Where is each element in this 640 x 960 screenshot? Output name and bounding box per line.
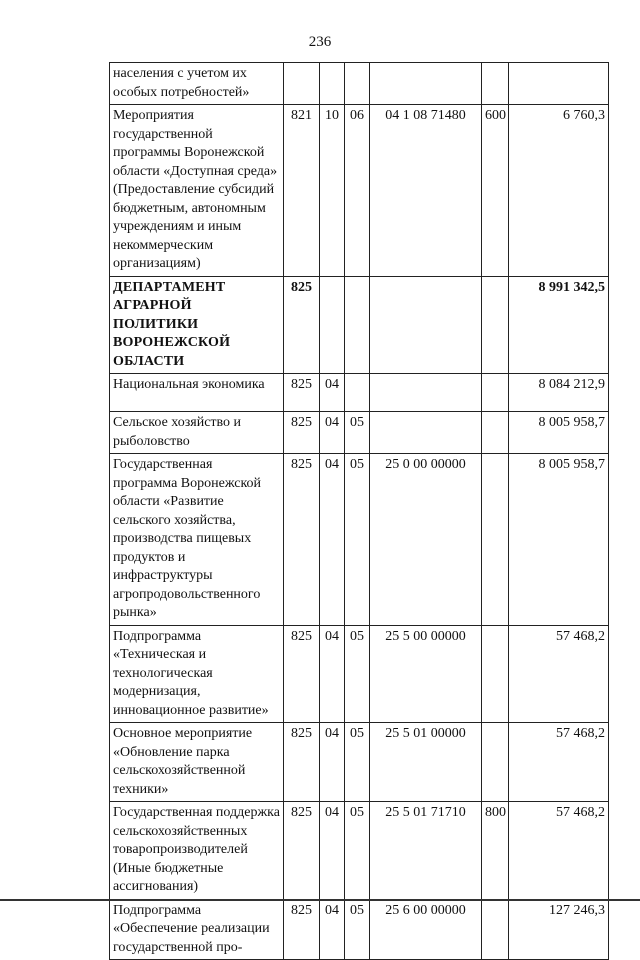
cell-amount: 8 005 958,7 — [509, 454, 609, 626]
table-row-department — [110, 276, 609, 374]
cell-target-article — [370, 63, 482, 105]
cell-target-article: 25 6 00 00000 — [370, 899, 482, 960]
cell-subsection — [345, 374, 370, 412]
cell-name: Мероприятия государственной программы Воронежской области «Доступная среда» (Предоставление субсидий бюджетным, автономным учреждениям и иным некоммерческим организациям) — [110, 105, 284, 277]
cell-ministry: 825 — [284, 802, 320, 900]
cell-target-article: 25 5 01 00000 — [370, 723, 482, 802]
cell-target-article — [370, 276, 482, 374]
cell-section: 04 — [320, 374, 345, 412]
cell-section: 04 — [320, 412, 345, 454]
cell-ministry: 825 — [284, 899, 320, 960]
cell-section: 04 — [320, 625, 345, 723]
cell-target-article: 25 5 00 00000 — [370, 625, 482, 723]
cell-ministry: 825 — [284, 454, 320, 626]
cell-section: 04 — [320, 802, 345, 900]
cell-target-article: 04 1 08 71480 — [370, 105, 482, 277]
cell-subsection: 06 — [345, 105, 370, 277]
cell-ministry: 825 — [284, 412, 320, 454]
cell-expense-type — [482, 625, 509, 723]
cell-amount: 8 991 342,5 — [509, 276, 609, 374]
table-row — [110, 63, 609, 105]
cell-section: 04 — [320, 454, 345, 626]
cell-name: Подпрограмма «Обеспечение реализации государственной про- — [110, 899, 284, 960]
cell-target-article: 25 0 00 00000 — [370, 454, 482, 626]
cell-amount: 57 468,2 — [509, 723, 609, 802]
table-row — [110, 802, 609, 900]
cell-amount: 57 468,2 — [509, 802, 609, 900]
cell-expense-type — [482, 454, 509, 626]
cell-name: Основное мероприятие «Обновление парка сельскохозяйственной техники» — [110, 723, 284, 802]
cell-subsection: 05 — [345, 412, 370, 454]
cell-ministry: 825 — [284, 625, 320, 723]
cell-target-article — [370, 412, 482, 454]
table-row — [110, 723, 609, 802]
table-row — [110, 105, 609, 277]
cell-subsection: 05 — [345, 899, 370, 960]
cell-subsection: 05 — [345, 454, 370, 626]
cell-target-article: 25 5 01 71710 — [370, 802, 482, 900]
cell-section: 10 — [320, 105, 345, 277]
table-row — [110, 625, 609, 723]
cell-expense-type — [482, 374, 509, 412]
cell-subsection — [345, 276, 370, 374]
cell-target-article — [370, 374, 482, 412]
table-row — [110, 374, 609, 412]
cell-amount: 57 468,2 — [509, 625, 609, 723]
cell-name: Подпрограмма «Техническая и технологическая модернизация, инновационное развитие» — [110, 625, 284, 723]
cell-ministry: 825 — [284, 723, 320, 802]
table-row — [110, 899, 609, 960]
cell-expense-type: 800 — [482, 802, 509, 900]
cell-expense-type — [482, 63, 509, 105]
cell-amount — [509, 63, 609, 105]
budget-table — [109, 62, 609, 960]
cell-expense-type: 600 — [482, 105, 509, 277]
cell-section: 04 — [320, 899, 345, 960]
cell-expense-type — [482, 723, 509, 802]
cell-ministry: 825 — [284, 374, 320, 412]
cell-name: Государственная программа Воронежской области «Развитие сельского хозяйства, производства пищевых продуктов и инфраструктуры агропродовольственного рынка» — [110, 454, 284, 626]
cell-ministry — [284, 63, 320, 105]
cell-name: ДЕПАРТАМЕНТ АГРАРНОЙ ПОЛИТИКИ ВОРОНЕЖСКОЙ ОБЛАСТИ — [110, 276, 284, 374]
cell-name: Национальная экономика — [110, 374, 284, 412]
cell-subsection: 05 — [345, 802, 370, 900]
cell-ministry: 825 — [284, 276, 320, 374]
cell-amount: 8 084 212,9 — [509, 374, 609, 412]
cell-name: населения с учетом их особых потребностей» — [110, 63, 284, 105]
cell-expense-type — [482, 276, 509, 374]
bottom-rule — [0, 899, 640, 901]
cell-subsection — [345, 63, 370, 105]
cell-section — [320, 276, 345, 374]
page-number: 236 — [308, 34, 332, 50]
table-body — [110, 63, 609, 960]
cell-name: Сельское хозяйство и рыболовство — [110, 412, 284, 454]
cell-section: 04 — [320, 723, 345, 802]
cell-subsection: 05 — [345, 625, 370, 723]
cell-amount: 8 005 958,7 — [509, 412, 609, 454]
cell-amount: 6 760,3 — [509, 105, 609, 277]
cell-name: Государственная поддержка сельскохозяйственных товаропроизводителей (Иные бюджетные ассигнования) — [110, 802, 284, 900]
cell-subsection: 05 — [345, 723, 370, 802]
cell-section — [320, 63, 345, 105]
table-row — [110, 454, 609, 626]
table-row — [110, 412, 609, 454]
cell-expense-type — [482, 899, 509, 960]
cell-amount: 127 246,3 — [509, 899, 609, 960]
cell-ministry: 821 — [284, 105, 320, 277]
cell-expense-type — [482, 412, 509, 454]
